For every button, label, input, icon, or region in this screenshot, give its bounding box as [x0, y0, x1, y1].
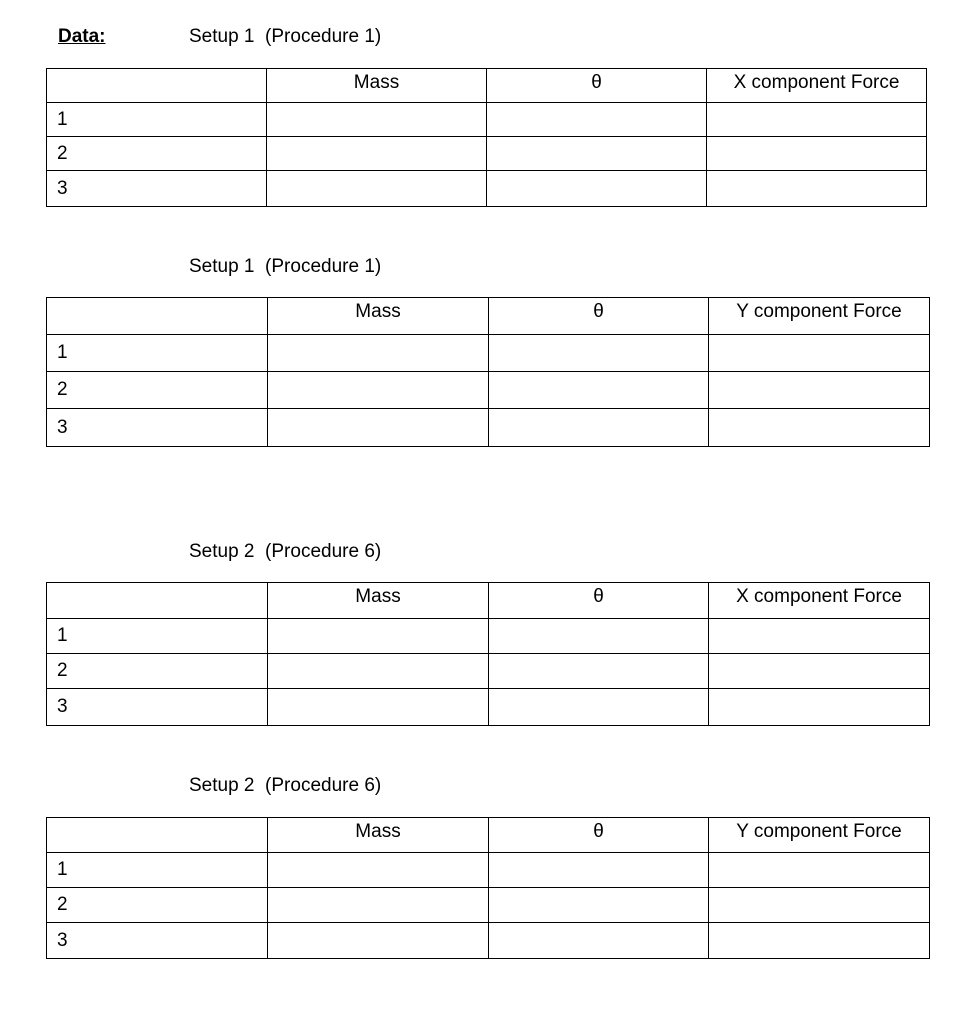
header-cell-mass: Mass: [268, 818, 489, 853]
header-cell-mass: Mass: [268, 298, 489, 335]
mass-cell[interactable]: [268, 654, 489, 689]
header-cell-mass: Mass: [267, 69, 487, 103]
row-number: 2: [47, 654, 268, 689]
mass-cell[interactable]: [268, 888, 489, 923]
table-3: [46, 582, 930, 726]
table-row: [47, 619, 930, 654]
header-cell-empty: [47, 583, 268, 619]
force-cell[interactable]: [709, 923, 930, 959]
table-row: [47, 103, 927, 137]
theta-cell[interactable]: [489, 888, 709, 923]
mass-cell[interactable]: [268, 409, 489, 447]
table-row: [47, 689, 930, 726]
mass-cell[interactable]: [267, 103, 487, 137]
force-cell[interactable]: [709, 335, 930, 372]
header-cell-empty: [47, 69, 267, 103]
table-row: [47, 853, 930, 888]
theta-cell[interactable]: [487, 137, 707, 171]
table-row: [47, 923, 930, 959]
mass-cell[interactable]: [268, 853, 489, 888]
theta-cell[interactable]: [489, 689, 709, 726]
table-3-title: Setup 2 (Procedure 6): [189, 541, 382, 562]
force-cell[interactable]: [707, 103, 927, 137]
table-row: [47, 171, 927, 207]
theta-cell[interactable]: [489, 372, 709, 409]
mass-cell[interactable]: [267, 137, 487, 171]
table-2: [46, 297, 930, 447]
force-cell[interactable]: [709, 654, 930, 689]
theta-cell[interactable]: [489, 335, 709, 372]
theta-cell[interactable]: [489, 409, 709, 447]
row-number: 2: [47, 372, 268, 409]
row-number: 3: [47, 923, 268, 959]
table-header-row: [47, 69, 927, 103]
theta-cell[interactable]: [487, 103, 707, 137]
table-1: [46, 68, 927, 207]
mass-cell[interactable]: [268, 689, 489, 726]
header-cell-theta: θ: [487, 69, 707, 103]
table-1-title: Setup 1 (Procedure 1): [189, 26, 382, 47]
mass-cell[interactable]: [268, 335, 489, 372]
row-number: 2: [47, 888, 268, 923]
mass-cell[interactable]: [267, 171, 487, 207]
theta-cell[interactable]: [489, 853, 709, 888]
table-row: [47, 654, 930, 689]
theta-cell[interactable]: [489, 654, 709, 689]
force-cell[interactable]: [707, 137, 927, 171]
header-cell-y-component-force: Y component Force: [709, 298, 930, 335]
header-cell-theta: θ: [489, 583, 709, 619]
row-number: 3: [47, 171, 267, 207]
row-number: 1: [47, 335, 268, 372]
mass-cell[interactable]: [268, 619, 489, 654]
table-header-row: [47, 583, 930, 619]
table-header-row: [47, 818, 930, 853]
header-cell-empty: [47, 818, 268, 853]
header-cell-empty: [47, 298, 268, 335]
theta-cell[interactable]: [489, 923, 709, 959]
header-cell-x-component-force: X component Force: [709, 583, 930, 619]
force-cell[interactable]: [709, 409, 930, 447]
mass-cell[interactable]: [268, 923, 489, 959]
force-cell[interactable]: [709, 372, 930, 409]
force-cell[interactable]: [709, 888, 930, 923]
row-number: 1: [47, 619, 268, 654]
table-4: [46, 817, 930, 959]
data-heading: Data:: [58, 26, 106, 47]
header-cell-mass: Mass: [268, 583, 489, 619]
force-cell[interactable]: [709, 853, 930, 888]
table-2-title: Setup 1 (Procedure 1): [189, 256, 382, 277]
table-row: [47, 137, 927, 171]
theta-cell[interactable]: [489, 619, 709, 654]
table-row: [47, 335, 930, 372]
row-number: 3: [47, 689, 268, 726]
header-cell-y-component-force: Y component Force: [709, 818, 930, 853]
force-cell[interactable]: [709, 619, 930, 654]
table-row: [47, 409, 930, 447]
table-row: [47, 372, 930, 409]
header-cell-theta: θ: [489, 818, 709, 853]
table-row: [47, 888, 930, 923]
force-cell[interactable]: [707, 171, 927, 207]
table-4-title: Setup 2 (Procedure 6): [189, 775, 382, 796]
theta-cell[interactable]: [487, 171, 707, 207]
row-number: 2: [47, 137, 267, 171]
table-header-row: [47, 298, 930, 335]
header-cell-x-component-force: X component Force: [707, 69, 927, 103]
force-cell[interactable]: [709, 689, 930, 726]
header-cell-theta: θ: [489, 298, 709, 335]
row-number: 3: [47, 409, 268, 447]
row-number: 1: [47, 853, 268, 888]
row-number: 1: [47, 103, 267, 137]
mass-cell[interactable]: [268, 372, 489, 409]
